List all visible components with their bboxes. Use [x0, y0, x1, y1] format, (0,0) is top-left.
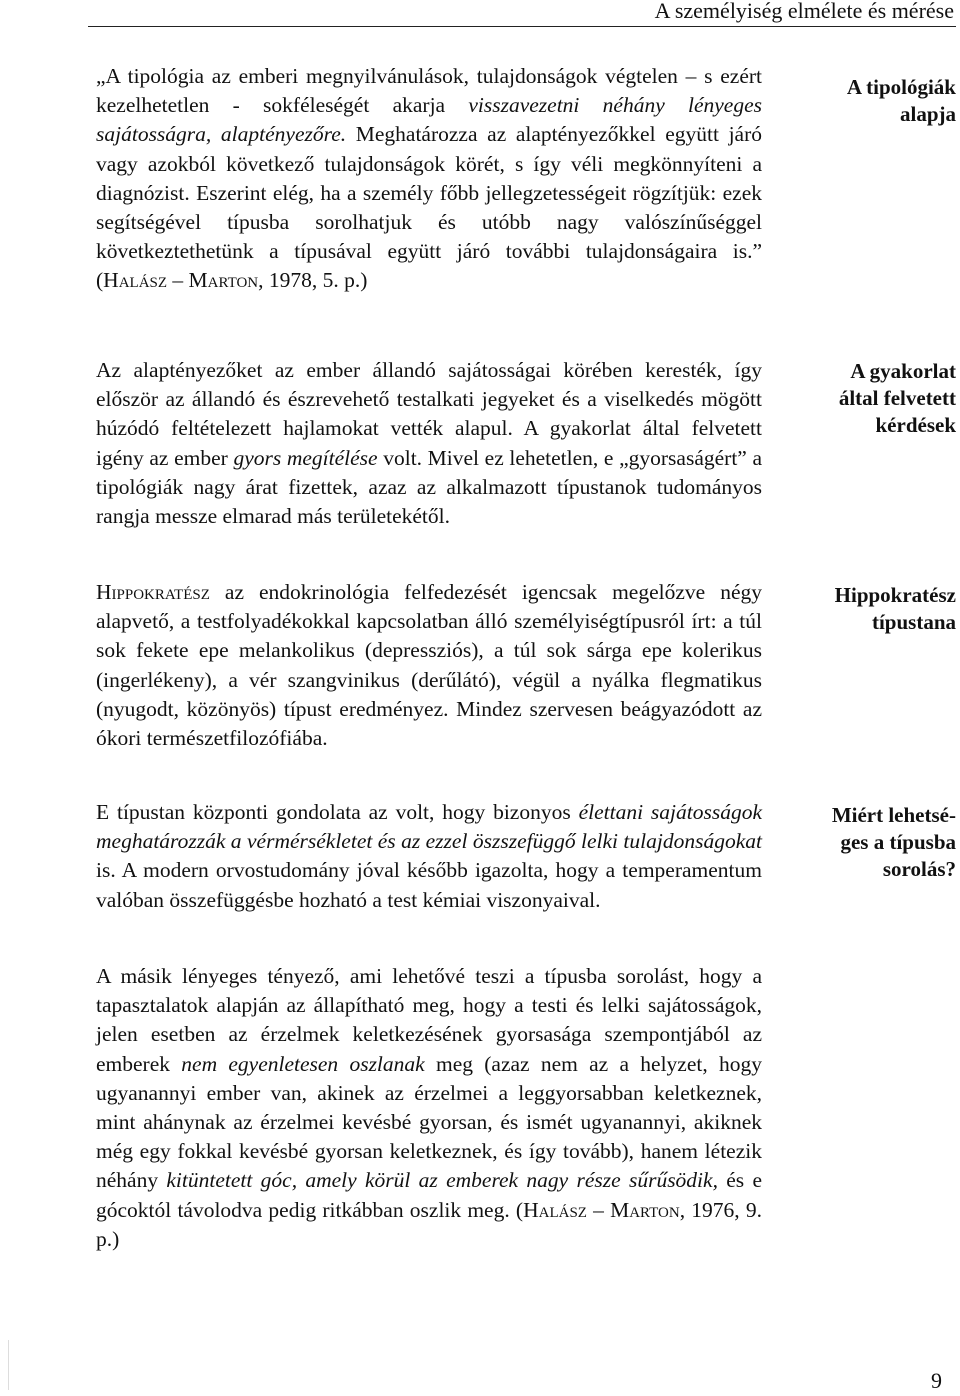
- margin-note-why-typing: [776, 802, 956, 883]
- italic-run: nem egyenletesen oszlanak: [181, 1051, 425, 1076]
- margin-note-hippocrates-typology: [776, 582, 956, 636]
- author-name: Hippokratész: [96, 580, 210, 604]
- margin-note-line: Miért lehetsé-: [831, 803, 956, 827]
- text-run: , 1976, 9. p.): [96, 1197, 762, 1251]
- page-number: 9: [931, 1368, 942, 1393]
- text-run: és e gócoktól távolodva pedig ritkábban oszlik meg. (: [96, 1168, 762, 1222]
- margin-note-line: típustana: [871, 610, 956, 634]
- author-citation: Halász – Marton: [103, 268, 259, 293]
- paragraph-distribution: [96, 962, 762, 1254]
- paragraph-physiology: [96, 798, 762, 915]
- margin-note-line: Hippokratész: [834, 583, 956, 607]
- author-citation: Halász – Marton: [523, 1197, 680, 1222]
- margin-note-line: A tipológiák: [846, 75, 956, 99]
- margin-note-typology-basis: [776, 74, 956, 128]
- italic-run: gyors megítélése: [233, 445, 378, 470]
- text-run: volt. Mivel ez lehetetlen, e „gyorsaságért” a tipológiák nagy árat fizettek, azaz az alkalmazott típustanok tudományos rangja messze elmarad más területekétől.: [96, 445, 762, 529]
- running-header: [88, 0, 956, 27]
- margin-note-line: A gyakorlat: [850, 359, 956, 383]
- text-run: meg (azaz nem az a helyzet, hogy ugyanannyi ember van, akinek az érzelmei a leggyorsabban keletkeznek, mint ahánynak az érzelmei kevésbé gyorsan, és ismét ugyanannyi, akiknek még egy fokkal kevésbé gyorsan keletkeznek, és így tovább), hanem létezik néhány: [96, 1051, 762, 1193]
- text-run: az endokrinológia felfedezését igencsak megelőzve négy alapvető, a testfolyadékokkal kapcsolatban álló személyiségtípusról írt: a túl sok fekete epe melankolikus (depressziós), a túl sok sárga epe kolerikus (ingerlékeny), a vér szangvinikus (derűlátó), végül a nyálka flegmatikus (nyugodt, közönyös) típust eredményez. Mindez szervesen beágyazódott az ókori természetfilozófiába.: [96, 580, 762, 751]
- text-run: is. A modern orvostudomány jóval később igazolta, hogy a temperamentum valóban összefüggésbe hozható a test kémiai viszonyaival.: [96, 858, 762, 912]
- text-run: „A tipológia az emberi megnyilvánulások, tulajdonságok végtelen – s ezért kezelhetetlen - sokféleségét akarja: [96, 64, 762, 118]
- margin-note-line: alapja: [899, 102, 956, 126]
- text-run: E típustan központi gondolata az volt, hogy bizonyos: [96, 800, 579, 824]
- margin-note-line: sorolás?: [882, 857, 956, 881]
- italic-run: élettani sajátosságok meghatározzák a vérmérsékletet és az ezzel öszszefüggő lelki tulajdonságokat: [96, 800, 762, 854]
- italic-run: kitüntetett góc, amely körül az emberek nagy része sűrűsödik,: [166, 1168, 718, 1193]
- text-run: , 1978, 5. p.): [258, 268, 368, 293]
- scan-edge-mark: [8, 1340, 9, 1390]
- margin-note-line: által felvetett: [838, 386, 956, 410]
- paragraph-base-factors: [96, 356, 762, 531]
- italic-run: visszavezetni néhány lényeges sajátosságra, alaptényezőre.: [96, 93, 762, 147]
- paragraph-hippocrates: [96, 578, 762, 753]
- text-run: Az alaptényezőket az ember állandó sajátosságai körében keresték, így először az állandó és észrevehető testalkati jegyeket és a viselkedés mögött húzódó feltételezett hajlamokat vették alapul. A gyakorlat által felvetett igény az ember: [96, 358, 762, 470]
- text-run: A másik lényeges tényező, ami lehetővé teszi a típusba sorolást, hogy a tapasztalatok alapján az állapítható meg, hogy a testi és lelki sajátosságok, jelen esetben az érzelmek keletkezésének gyorsasága szempontjából az emberek: [96, 964, 762, 1076]
- text-run: Meghatározza az alaptényezőkkel együtt járó vagy azokból következő tulajdonságok körét, s így véli megkönnyíteni a diagnózist. Eszerint elég, ha a személy főbb jellegzetességeit rögzítjük: ezek segítségével típusba sorolhatjuk és utóbb nagy valószínűséggel következtethetünk a típusával együtt járó további tulajdonságaira is.” (: [96, 122, 762, 293]
- margin-note-line: kérdések: [875, 413, 956, 437]
- margin-note-line: ges a típusba: [840, 830, 956, 854]
- margin-note-practice-questions: [776, 358, 956, 439]
- header-title: A személyiség elmélete és mérése: [654, 0, 954, 23]
- paragraph-typology-quote: [96, 62, 762, 296]
